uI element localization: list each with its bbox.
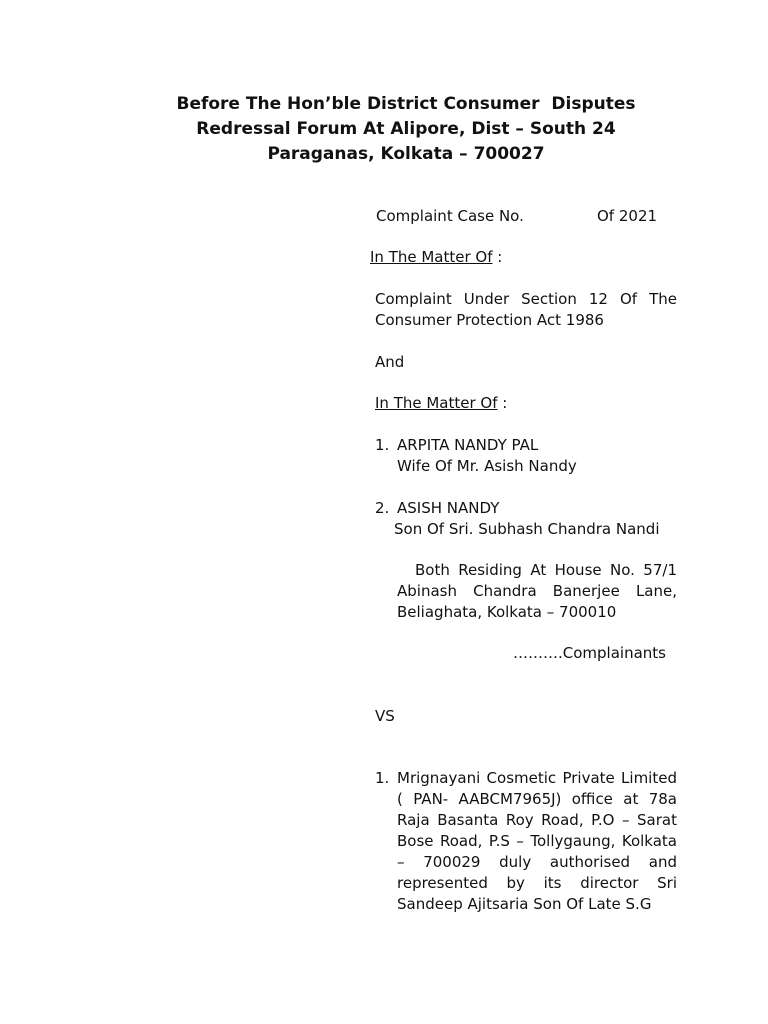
- opposite-party-item: [375, 768, 677, 915]
- complainant-item: [375, 435, 677, 477]
- matter-heading-2: [375, 393, 677, 414]
- list-number: 1.: [375, 769, 390, 787]
- heading-line-1: Before The Hon’ble District Consumer Disputes: [176, 94, 636, 114]
- opposite-party-text: Mrignayani Cosmetic Private Limited ( PAN- AABCM7965J) office at 78a Raja Basanta Roy Road, P.O – Sarat Bose Road, P.S – Tollygaung, Kolkata – 700029 duly authorised and represented by its director Sri Sandeep Ajitsaria Son Of Late S.G: [397, 769, 677, 913]
- document-heading: [150, 92, 662, 167]
- complaint-section-text: Complaint Under Section 12 Of The Consumer Protection Act 1986: [375, 290, 677, 329]
- matter-colon: :: [492, 248, 503, 266]
- heading-line-2: Redressal Forum At Alipore, Dist – South 24: [196, 119, 616, 139]
- case-year: Of 2021: [597, 207, 658, 225]
- complainants-label: ……….Complainants: [513, 644, 666, 662]
- and-text: And: [375, 353, 405, 371]
- case-number-label: Complaint Case No.: [376, 207, 524, 225]
- versus-text: VS: [375, 707, 395, 725]
- matter-colon: :: [497, 394, 508, 412]
- case-number-line: [376, 206, 676, 227]
- list-number: 1.: [375, 436, 390, 454]
- complainant-name: ARPITA NANDY PAL: [397, 436, 539, 454]
- complainant-name: ASISH NANDY: [397, 499, 500, 517]
- list-number: 2.: [375, 499, 390, 517]
- matter-label: In The Matter Of: [370, 248, 493, 266]
- complainant-relation: Son Of Sri. Subhash Chandra Nandi: [394, 520, 660, 538]
- heading-line-3: Paraganas, Kolkata – 700027: [267, 144, 545, 164]
- residence-address: Both Residing At House No. 57/1 Abinash Chandra Banerjee Lane, Beliaghata, Kolkata – 700010: [397, 561, 677, 621]
- complainant-relation: Wife Of Mr. Asish Nandy: [397, 457, 577, 475]
- complainant-item: [375, 498, 677, 540]
- matter-heading-1: [370, 247, 672, 268]
- matter-label: In The Matter Of: [375, 394, 498, 412]
